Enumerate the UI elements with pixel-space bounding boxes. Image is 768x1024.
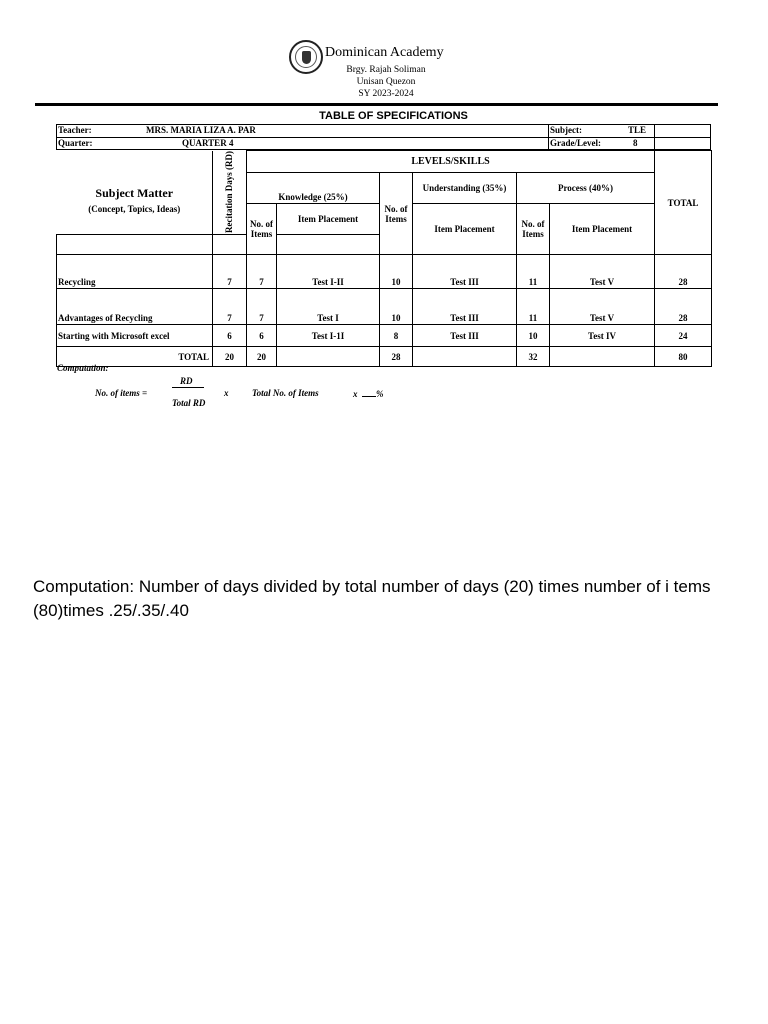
rd-cell: 6 <box>213 325 247 347</box>
formula-denominator: Total RD <box>172 398 206 408</box>
school-year: SY 2023-2024 <box>358 89 414 99</box>
formula-times-1: x <box>224 388 229 398</box>
k-placement-cell: Test I <box>277 289 380 325</box>
p-total-cell: 32 <box>517 347 550 367</box>
row-total-cell: 28 <box>655 255 712 289</box>
total-header: TOTAL <box>655 151 712 255</box>
p-placement-header: Item Placement <box>550 203 655 255</box>
school-name: Dominican Academy <box>325 45 444 60</box>
totals-row <box>57 347 712 367</box>
blank-cell <box>57 235 213 255</box>
p-items-cell: 11 <box>517 255 550 289</box>
u-placement-cell: Test III <box>413 255 517 289</box>
quarter-label: Quarter: <box>58 138 93 148</box>
u-items-cell: 10 <box>380 255 413 289</box>
p-items-cell: 11 <box>517 289 550 325</box>
blank-cell <box>213 235 247 255</box>
row-total-cell: 24 <box>655 325 712 347</box>
u-placement-cell: Test III <box>413 289 517 325</box>
blank-cell <box>277 347 380 367</box>
teacher-label: Teacher: <box>58 125 92 135</box>
specifications-table <box>56 150 712 367</box>
rd-header-label: Recitation Days (RD) <box>224 150 234 233</box>
rd-header <box>213 151 247 235</box>
grand-total-cell: 80 <box>655 347 712 367</box>
subject-label: Subject: <box>550 125 582 135</box>
computation-note: Computation: Number of days divided by total number of days (20) times number of i tems (80)times .25/.35/.40 <box>33 577 711 620</box>
p-items-header: No. of Items <box>517 203 550 255</box>
u-items-cell: 8 <box>380 325 413 347</box>
p-placement-cell: Test IV <box>550 325 655 347</box>
subject-matter-subtitle: (Concept, Topics, Ideas) <box>88 204 181 215</box>
p-items-cell: 10 <box>517 325 550 347</box>
k-items-cell: 6 <box>247 325 277 347</box>
blank-cell <box>550 347 655 367</box>
address-line-1: Brgy. Rajah Soliman <box>346 65 426 75</box>
blank-cell <box>277 235 380 255</box>
totals-label: TOTAL <box>57 347 213 367</box>
address-line-2: Unisan Quezon <box>356 77 416 87</box>
quarter-value: QUARTER 4 <box>182 138 234 148</box>
subject-matter-title: Subject Matter <box>95 186 174 201</box>
k-no-items-header: No. of Items <box>380 173 413 255</box>
topic-cell: Advantages of Recycling <box>57 289 213 325</box>
row-total-cell: 28 <box>655 289 712 325</box>
formula-percent <box>353 388 384 399</box>
teacher-value: MRS. MARIA LIZA A. PAR <box>146 125 256 135</box>
table-row <box>57 325 712 347</box>
blank-line <box>362 388 376 397</box>
levels-header: LEVELS/SKILLS <box>247 151 655 173</box>
k-items-cell: 7 <box>247 255 277 289</box>
topic-cell: Starting with Microsoft excel <box>57 325 213 347</box>
k-items-header: No. of Items <box>247 203 277 255</box>
grade-value: 8 <box>633 138 638 148</box>
percent-sign: % <box>376 389 384 399</box>
process-header: Process (40%) <box>517 173 655 204</box>
knowledge-header: Knowledge (25%) <box>247 173 380 204</box>
formula-times-2: x <box>353 389 358 399</box>
formula-lhs: No. of items = <box>95 388 148 398</box>
rd-cell: 7 <box>213 255 247 289</box>
k-placement-cell: Test I-1I <box>277 325 380 347</box>
p-placement-cell: Test V <box>550 289 655 325</box>
computation-label: Computation: <box>57 363 109 373</box>
k-items-cell: 7 <box>247 289 277 325</box>
subject-value: TLE <box>628 125 647 135</box>
topic-cell: Recycling <box>57 255 213 289</box>
subject-matter-header <box>57 151 213 235</box>
header-rule <box>35 103 718 106</box>
u-total-cell: 28 <box>380 347 413 367</box>
u-items-cell: 10 <box>380 289 413 325</box>
k-placement-header: Item Placement <box>277 203 380 235</box>
p-placement-cell: Test V <box>550 255 655 289</box>
k-placement-cell: Test I-II <box>277 255 380 289</box>
rd-total-cell: 20 <box>213 347 247 367</box>
u-placement-cell: Test III <box>413 325 517 347</box>
table-row <box>57 289 712 325</box>
table-row <box>57 255 712 289</box>
understanding-header: Understanding (35%) <box>413 173 517 204</box>
grade-label: Grade/Level: <box>550 138 601 148</box>
formula-total-items: Total No. of Items <box>252 388 319 398</box>
u-placement-header: Item Placement <box>413 203 517 255</box>
fraction-line <box>172 387 204 388</box>
formula-numerator: RD <box>180 376 193 386</box>
rd-cell: 7 <box>213 289 247 325</box>
blank-cell <box>413 347 517 367</box>
document-title: TABLE OF SPECIFICATIONS <box>319 110 468 122</box>
k-total-cell: 20 <box>247 347 277 367</box>
